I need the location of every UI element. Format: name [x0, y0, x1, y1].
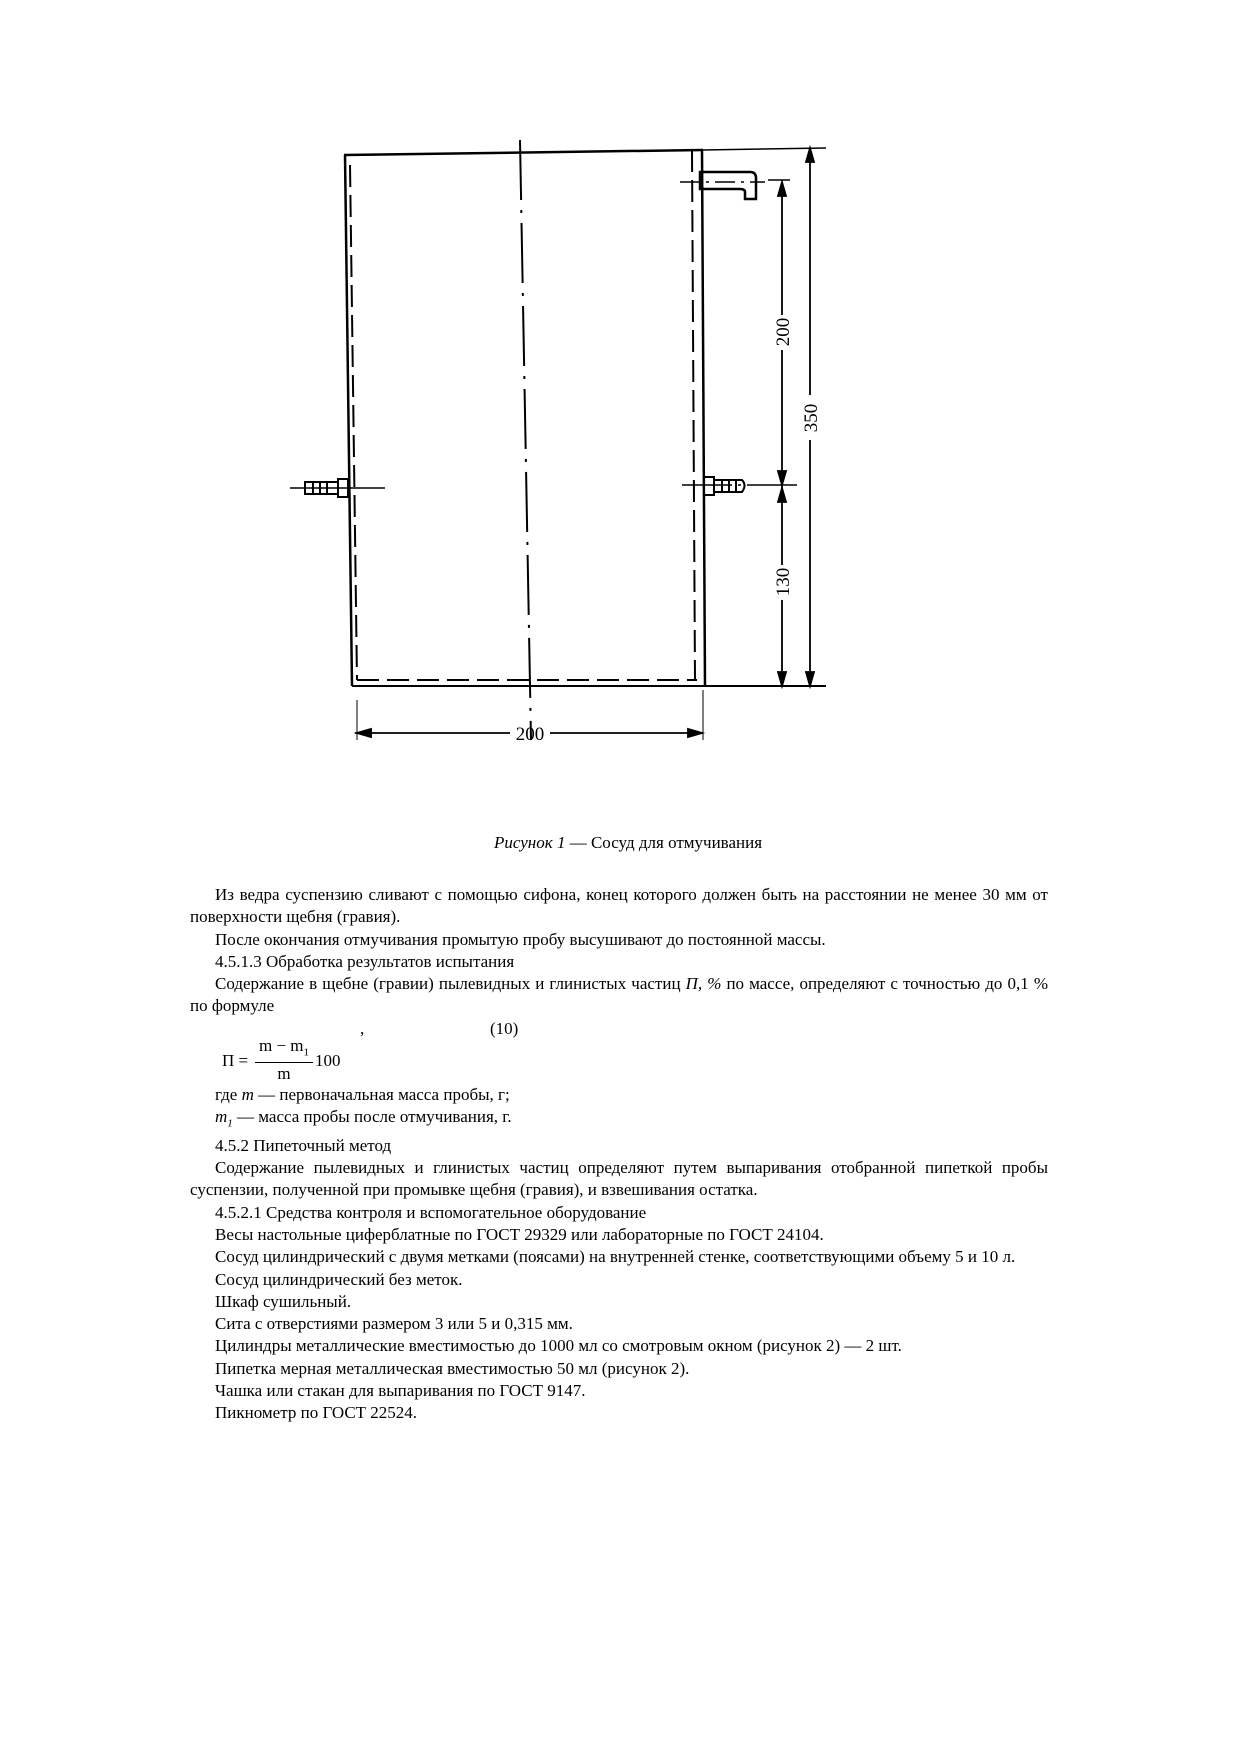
formula-comma: , [360, 1018, 365, 1038]
numerator-subscript: 1 [303, 1046, 310, 1059]
variable: m [241, 1084, 254, 1104]
width-dimension-label: 200 [515, 724, 545, 745]
variable-definition [190, 1084, 1048, 1106]
paragraph: Из ведра суспензию сливают с помощью сифона, конец которого должен быть на расстоянии не менее 30 мм от поверхности щебня (гравия). [190, 885, 1048, 927]
variable-subscript: 1 [227, 1117, 233, 1130]
variable-definition [190, 1106, 1048, 1135]
paragraph: Цилиндры металлические вместимостью до 1000 мл со смотровым окном (рисунок 2) — 2 шт. [215, 1336, 902, 1356]
paragraph: Пипетка мерная металлическая вместимостью 50 мл (рисунок 2). [215, 1358, 690, 1378]
text: Содержание в щебне (гравии) пылевидных и глинистых частиц [215, 974, 686, 994]
caption-label: Рисунок 1 [493, 833, 566, 852]
formula-number: (10) [490, 1018, 519, 1038]
vessel-drawing [0, 0, 1240, 830]
paragraph: Содержание пылевидных и глинистых частиц определяют путем выпаривания отобранной пипеткой пробы суспензии, полученной при промывке щебня (гравия), и взвешивания остатка. [190, 1158, 1048, 1200]
paragraph: Весы настольные циферблатные по ГОСТ 29329 или лабораторные по ГОСТ 24104. [215, 1224, 824, 1244]
nozzle-left [290, 479, 385, 497]
paragraph: Сита с отверстиями размером 3 или 5 и 0,315 мм. [215, 1314, 573, 1334]
dimension-lines [355, 148, 814, 740]
paragraph: Сосуд цилиндрический с двумя метками (поясами) на внутренней стенке, соответствующими объему 5 и 10 л. [215, 1247, 1016, 1267]
nozzle-dimension-label: 130 [773, 567, 794, 597]
siphon-dimension-label: 200 [773, 317, 794, 347]
section-heading: 4.5.2 Пипеточный метод [215, 1135, 392, 1155]
text: по массе, определяют с точностью до 0,1 % по формуле [190, 974, 1048, 1016]
center-axis [520, 140, 531, 740]
paragraph: Шкаф сушильный. [215, 1291, 352, 1311]
paragraph: После окончания отмучивания промытую пробу высушивают до постоянной массы. [215, 929, 826, 949]
paragraph: Чашка или стакан для выпаривания по ГОСТ 9147. [215, 1381, 586, 1401]
siphon-hook [680, 172, 790, 199]
body-text [190, 884, 1048, 1425]
paragraph [190, 973, 1048, 1018]
text: — масса пробы после отмучивания, г. [232, 1107, 512, 1127]
variable: П, % [685, 974, 722, 994]
text: где [215, 1084, 242, 1104]
formula-number-line [190, 1018, 1048, 1040]
formula-fraction [255, 1036, 313, 1085]
height-dimension-label: 350 [801, 403, 822, 433]
formula-lhs: П = [222, 1050, 249, 1070]
formula [222, 1035, 1048, 1084]
paragraph: Пикнометр по ГОСТ 22524. [215, 1403, 418, 1423]
paragraph: Сосуд цилиндрический без меток. [215, 1269, 463, 1289]
numerator-text: m − m [258, 1035, 304, 1055]
section-heading: 4.5.2.1 Средства контроля и вспомогательное оборудование [215, 1202, 647, 1222]
text: — первоначальная масса пробы, г; [253, 1084, 510, 1104]
inner-wall-dashed [350, 150, 697, 680]
formula-numerator [255, 1036, 313, 1063]
caption-text: — Сосуд для отмучивания [565, 833, 763, 852]
vessel-outline [344, 148, 826, 686]
section-heading: 4.5.1.3 Обработка результатов испытания [215, 951, 515, 971]
formula-denominator: m [277, 1064, 291, 1084]
formula-multiplier: 100 [315, 1050, 341, 1070]
figure-caption [0, 833, 1240, 853]
variable: m [215, 1107, 228, 1127]
